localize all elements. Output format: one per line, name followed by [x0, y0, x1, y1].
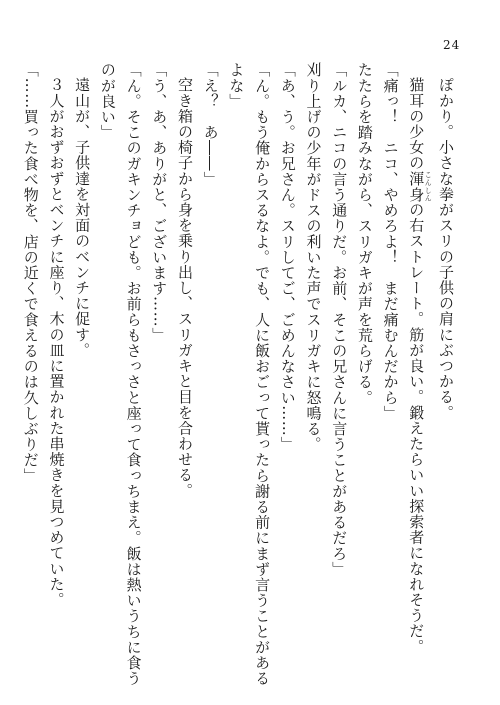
text-line: 遠山が、子供達を対面のベンチに促す。: [73, 77, 92, 358]
text-line: 「ルカ、ニコの言う通りだ。お前、そこの兄さんに言うことがあるだろ」: [330, 62, 349, 577]
text-line: 「う、あ、ありがと、ございます……」: [150, 62, 169, 343]
body-text: [21, 62, 458, 686]
text-line: 空き箱の椅子から身を乗り出し、スリガキと目を合わせる。: [175, 77, 194, 499]
ruby-annotation: 渾身 こんしん: [407, 170, 433, 202]
text-line: たたらを踏みながら、スリガキが声を荒らげる。: [355, 62, 374, 406]
text-line: よな」: [227, 62, 246, 109]
text-line: のが良い」: [98, 62, 117, 140]
page-number: 24: [443, 38, 461, 52]
text-line: 「え？ あ――」: [201, 62, 220, 187]
text-line: ３人がおずおずとベンチに座り、木の皿に置かれた串焼きを見つめていた。: [47, 77, 66, 608]
text-line: 「あ、う。お兄さん。スリしてご、ごめんなさい……」: [278, 62, 297, 452]
text-line: 「ん。そこのガキンチョども。お前らもさっさと座って食っちまえ。飯は熱いうちに食う: [124, 62, 143, 686]
text-line: ぽかり。小さな拳がスリの子供の肩にぶつかる。: [437, 77, 455, 421]
text-line: 刈り上げの少年がドスの利いた声でスリガキに怒鳴る。: [304, 62, 323, 452]
text-line: 「ん。もう俺からスるなよ。でも、人に飯おごって貰ったら謝る前にまず言うことがある: [253, 62, 272, 686]
text-line: 「痛っ！ ニコ、やめろよ！ まだ痛むんだから」: [381, 62, 400, 421]
text-line: 「……買った食べ物を、店の近くで食えるのは久しぶりだ」: [21, 62, 40, 484]
text-line: 猫耳の少女の渾身 こんしんの右ストレート。筋が良い。鍛えたらいい探索者になれそうだ。: [407, 77, 433, 655]
